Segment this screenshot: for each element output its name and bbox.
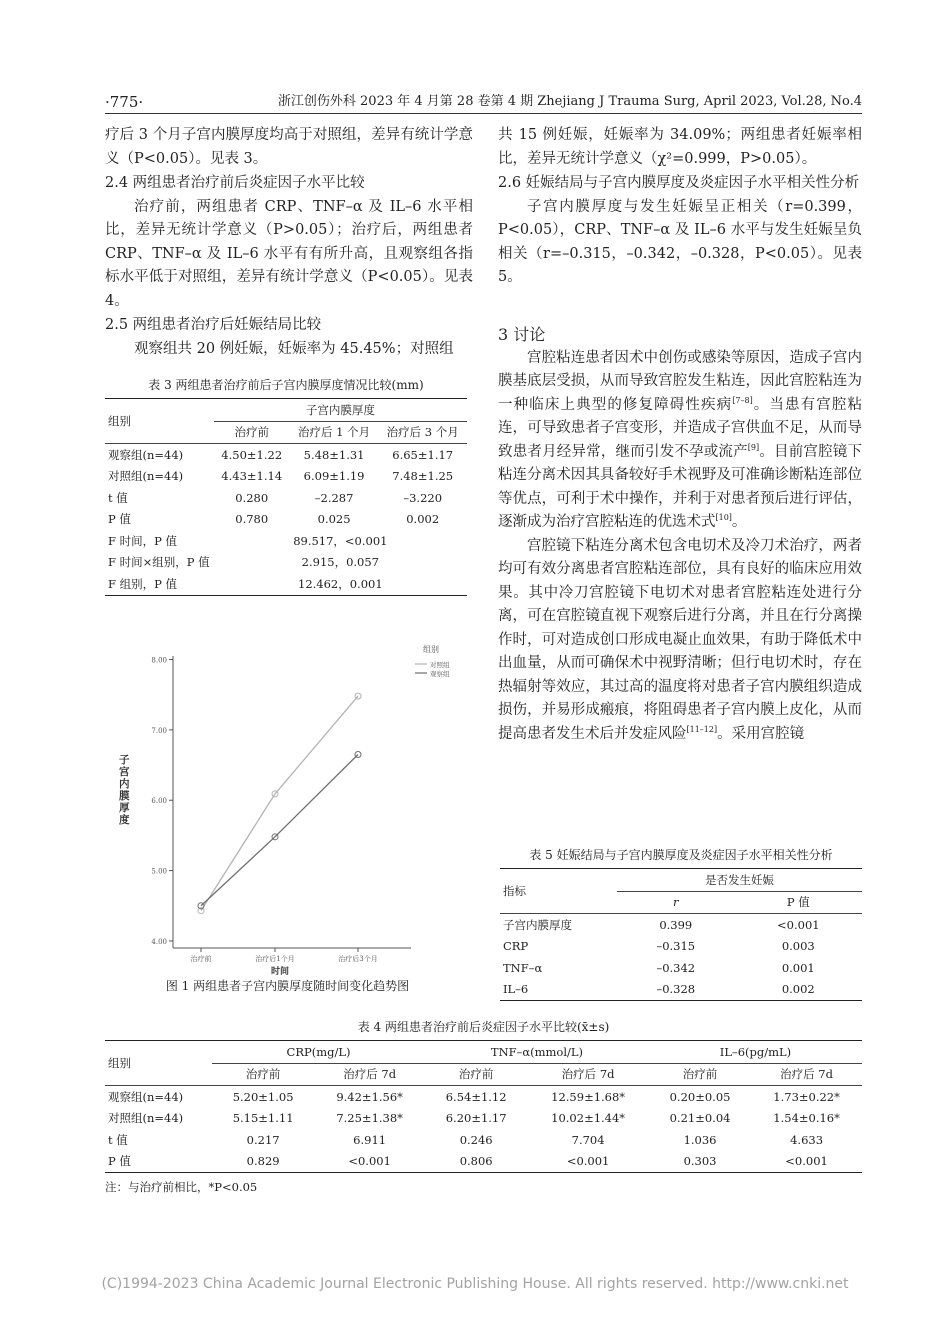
table-row: 对照组(n=44) 4.43±1.14 6.09±1.19 7.48±1.25 <box>108 469 454 484</box>
section-heading: 3 讨论 <box>498 325 546 344</box>
page-number: ·775· <box>105 93 144 111</box>
table-header: TNF–α(mmol/L) <box>425 1041 649 1064</box>
y-tick-label: 5.00 <box>151 867 167 876</box>
series-line <box>201 755 358 906</box>
table-header: 治疗后 7d <box>561 1067 615 1082</box>
paragraph: 疗后 3 个月子宫内膜厚度均高于对照组，差异有统计学意义（P<0.05）。见表 3。 <box>105 127 473 167</box>
table-header: IL–6(pg/mL) <box>649 1041 862 1064</box>
table4-note: 注：与治疗前相比，*P<0.05 <box>105 1180 258 1194</box>
paragraph: 共 15 例妊娠，妊娠率为 34.09%；两组患者妊娠率相比，差异无统计学意义（χ²=0.999，P>0.05）。 <box>498 127 862 167</box>
table-row: F 时间，P 值 89.517，<0.001 <box>108 533 388 548</box>
table4-caption: 表 4 两组患者治疗前后炎症因子水平比较(x̄±s) <box>357 1020 610 1034</box>
table-row: P 值 0.829 <0.001 0.806 <0.001 0.303 <0.001 <box>105 1151 862 1173</box>
y-tick-label: 6.00 <box>151 797 167 806</box>
table5 <box>500 868 862 1001</box>
figure1-chart <box>105 638 470 978</box>
section-heading: 2.4 两组患者治疗前后炎症因子水平比较 <box>105 175 365 191</box>
table3 <box>105 398 467 596</box>
y-axis-label: 子宫内膜厚度 <box>119 754 130 826</box>
table-row: 对照组(n=44) 5.15±1.11 7.25±1.38* 6.20±1.17 10.02±1.44* 0.21±0.04 1.54±0.16* <box>108 1111 840 1126</box>
paragraph: 观察组共 20 例妊娠，妊娠率为 45.45%；对照组 <box>134 340 454 357</box>
paragraph: 治疗前，两组患者 CRP、TNF–α 及 IL–6 水平相比，差异无统计学意义（P>0.05）；治疗后，两组患者 CRP、TNF–α 及 IL–6 水平有有所升高，且观察组各指标水平低于对照组，差异有统计学意义（P<0.05）。见表 4。 <box>105 198 473 309</box>
table-header: 治疗前 <box>458 1067 494 1082</box>
table-header: CRP(mg/L) <box>212 1041 425 1064</box>
table-row: 观察组(n=44) 5.20±1.05 9.42±1.56* 6.54±1.12 12.59±1.68* 0.20±0.05 1.73±0.22* <box>108 1089 840 1104</box>
table-header: 治疗前 <box>682 1067 718 1082</box>
legend-title: 组别 <box>423 645 439 654</box>
table-header: 组别 <box>105 1041 212 1086</box>
table-row: P 值 0.780 0.025 0.002 <box>108 512 440 527</box>
left-column <box>105 124 473 361</box>
legend-label: 对照组 <box>430 661 450 669</box>
y-tick-label: 7.00 <box>151 726 167 735</box>
table-header: 治疗后 7d <box>780 1067 833 1082</box>
table-header: 治疗后 3 个月 <box>386 425 459 440</box>
table-row: IL–6 –0.328 0.002 <box>500 979 862 1001</box>
x-tick-label: 治疗后1个月 <box>255 955 295 963</box>
paragraph: 宫腔镜下粘连分离术包含电切术及冷刀术治疗，两者均可有效分离患者宫腔粘连部位，具有良好的临床应用效果。其中冷刀宫腔镜下电切术对患者宫腔粘连处进行分离，可在宫腔镜直视下观察后进行分离，并且在行分离操作时，可对造成创口形成电凝止血效果，有助于降低术中出血量，从而可确保术中视野清晰；但行电切术时，存在热辐射等效应，其过高的温度将对患者子宫内膜组织造成损伤，并易形成瘢痕，将阻碍患者子宫内膜上皮化，从而提高患者发生术后并发症风险[11–12]。采用宫腔镜 <box>498 537 862 742</box>
copyright-footer: (C)1994-2023 China Academic Journal Electronic Publishing House. All rights reserved. http://www.cnki.net <box>101 1276 849 1292</box>
table-header: 治疗前 <box>234 425 269 440</box>
table-header: r <box>673 895 679 910</box>
table-header: 子宫内膜厚度 <box>214 399 467 422</box>
table3-caption: 表 3 两组患者治疗前后子宫内膜厚度情况比较(mm) <box>148 378 424 392</box>
table-header: P 值 <box>786 895 810 910</box>
section-heading: 2.5 两组患者治疗后妊娠结局比较 <box>105 317 322 333</box>
journal-header: 浙江创伤外科 2023 年 4 月第 28 卷第 4 期 Zhejiang J Trauma Surg, April 2023, Vol.28, No.4 <box>277 94 862 109</box>
table-row: F 时间×组别，P 值 2.915，0.057 <box>108 555 380 570</box>
legend-label: 观察组 <box>430 670 450 678</box>
figure1-caption: 图 1 两组患者子宫内膜厚度随时间变化趋势图 <box>165 979 410 993</box>
y-tick-label: 4.00 <box>151 937 167 946</box>
right-column-discussion <box>498 323 862 746</box>
data-point <box>355 693 361 699</box>
series-line <box>201 696 358 911</box>
table-header: 治疗前 <box>245 1067 281 1082</box>
table-header: 是否发生妊娠 <box>617 869 862 892</box>
paragraph: 子宫内膜厚度与发生妊娠呈正相关（r=0.399，P<0.05），CRP、TNF–α 及 IL–6 水平与发生妊娠呈负相关（r=–0.315，–0.342，–0.328，P<0.05）。见表 5。 <box>498 198 862 285</box>
table-row: 子宫内膜厚度 0.399 <0.001 <box>503 917 820 932</box>
table-row: CRP –0.315 0.003 <box>503 939 815 954</box>
table-row: 观察组(n=44) 4.50±1.22 5.48±1.31 6.65±1.17 <box>108 447 454 462</box>
table-header: 组别 <box>105 399 214 444</box>
table-row: F 组别，P 值 12.462，0.001 <box>105 573 467 595</box>
header-rule <box>105 113 862 114</box>
table-header: 治疗后 7d <box>343 1067 397 1082</box>
right-column <box>498 124 862 290</box>
section-heading: 2.6 妊娠结局与子宫内膜厚度及炎症因子水平相关性分析 <box>498 175 860 191</box>
table-header: 指标 <box>500 869 617 914</box>
table-row: t 值 0.280 –2.287 –3.220 <box>108 490 443 505</box>
table-row: t 值 0.217 6.911 0.246 7.704 1.036 4.633 <box>108 1132 824 1147</box>
paragraph: 宫腔粘连患者因术中创伤或感染等原因，造成子宫内膜基底层受损，从而导致宫腔发生粘连，因此宫腔粘连为一种临床上典型的修复障碍性疾病[7–8]。当患有宫腔粘连，可导致患者子宫变形，并造成子宫供血不足，从而导致患者月经异常，继而引发不孕或流产[9]。目前宫腔镜下粘连分离术因其具备较好手术视野及可准确诊断粘连部位等优点，可利于术中操作，并利于对患者预后进行评估，逐渐成为治疗宫腔粘连的优选术式[10]。 <box>498 349 863 530</box>
table4 <box>105 1040 862 1173</box>
table5-caption: 表 5 妊娠结局与子宫内膜厚度及炎症因子水平相关性分析 <box>529 848 833 862</box>
y-tick-label: 8.00 <box>151 656 167 665</box>
x-tick-label: 治疗前 <box>190 955 212 963</box>
x-axis-label: 时间 <box>270 967 290 977</box>
table-row: TNF–α –0.342 0.001 <box>503 960 815 975</box>
table-header: 治疗后 1 个月 <box>298 425 371 440</box>
x-tick-label: 治疗后3个月 <box>338 955 378 963</box>
